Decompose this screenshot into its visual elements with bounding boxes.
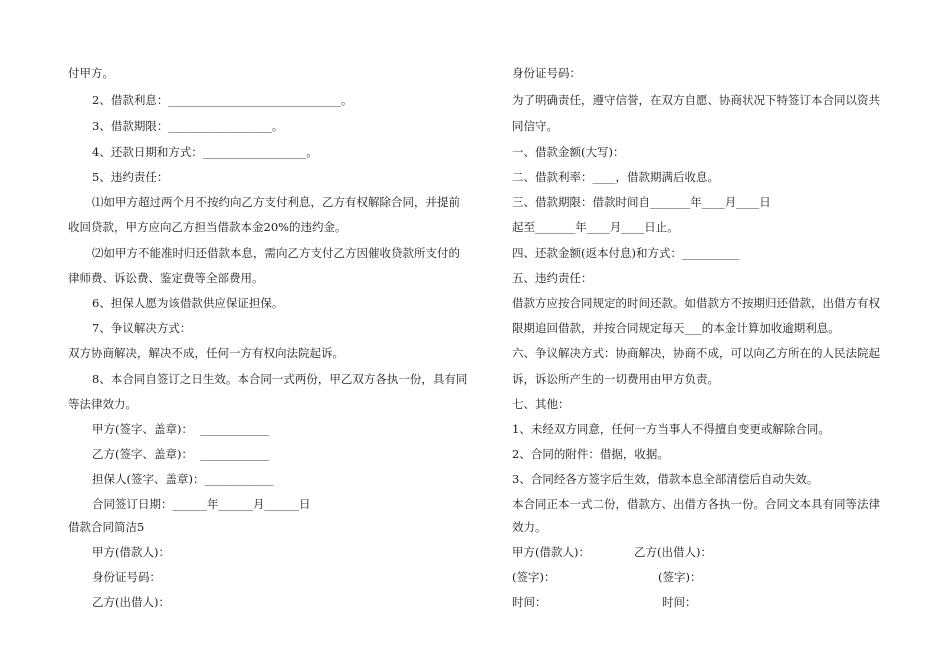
party-a-signature: 甲方(签字、盖章)： ____________ <box>92 422 270 436</box>
text-line: 诉，诉讼所产生的一切费用由甲方负责。 <box>512 372 719 386</box>
text-line: ⑵如甲方不能准时归还借款本息，需向乙方支付乙方因催收贷款所支付的 <box>92 246 460 260</box>
party-a-time: 时间： <box>512 595 547 609</box>
guarantee-clause: 6、担保人愿为该借款供应保证担保。 <box>92 296 284 310</box>
breach-liability-heading: 5、违约责任： <box>92 170 169 184</box>
loan-amount: 一、借款金额(大写)： <box>512 145 625 159</box>
party-b-time: 时间： <box>662 595 697 609</box>
text-line: ⑴如甲方超过两个月不按约向乙方支付利息，乙方有权解除合同，并提前 <box>92 195 460 209</box>
dispute-heading: 7、争议解决方式： <box>92 321 192 335</box>
text-line: 律师费、诉讼费、鉴定费等全部费用。 <box>68 271 264 285</box>
id-number: 身份证号码： <box>92 570 161 584</box>
text-line: 效力。 <box>512 520 547 534</box>
interest-rate: 二、借款利率：____，借款期满后收息。 <box>512 170 719 184</box>
loan-interest: 2、借款利息：______________________________。 <box>92 93 353 107</box>
party-b-lender: 乙方(出借人)： <box>92 595 170 609</box>
text-line: 同信守。 <box>512 119 558 133</box>
party-a-borrower: 甲方(借款人)： <box>92 545 170 559</box>
signing-date: 合同签订日期：______年______月______日 <box>92 497 311 511</box>
party-b-lender: 乙方(出借人)： <box>634 545 712 559</box>
repayment-date-method: 4、还款日期和方式：__________________。 <box>92 145 318 159</box>
id-number: 身份证号码： <box>512 66 581 80</box>
text-line: 本合同正本一式二份，借款方、出借方各执一份。合同文本具有同等法律 <box>512 497 880 511</box>
loan-term: 3、借款期限：__________________。 <box>92 119 284 133</box>
text-line: 8、本合同自签订之日生效。本合同一式两份，甲乙双方各执一份，具有同 <box>92 372 468 386</box>
text-line: 1、未经双方同意，任何一方当事人不得擅自变更或解除合同。 <box>512 422 830 436</box>
text-line: 收回贷款，甲方应向乙方担当借款本金20%的违约金。 <box>68 220 347 234</box>
other-heading: 七、其他： <box>512 397 570 411</box>
text-line: 借款方应按合同规定的时间还款。如借款方不按期归还借款，出借方有权 <box>512 296 880 310</box>
text-line: 2、合同的附件：借据，收据。 <box>512 447 669 461</box>
text-line: 双方协商解决，解决不成，任何一方有权向法院起诉。 <box>68 346 344 360</box>
party-a-borrower: 甲方(借款人)： <box>512 545 590 559</box>
party-b-signature: 乙方(签字、盖章)： ____________ <box>92 447 270 461</box>
text-line: 3、合同经各方签字后生效，借款本息全部清偿后自动失效。 <box>512 472 819 486</box>
repayment-amount: 四、还款金额(返本付息)和方式：__________ <box>512 246 740 260</box>
breach-liability-heading: 五、违约责任： <box>512 271 593 285</box>
guarantor-signature: 担保人(签字、盖章)：____________ <box>92 472 274 486</box>
section-title: 借款合同简洁5 <box>68 520 145 534</box>
loan-period: 三、借款期限：借款时间自_______年____月____日 <box>512 195 771 209</box>
text-line: 限期追回借款，并按合同规定每天___的本金计算加收逾期利息。 <box>512 321 840 335</box>
text-line: 付甲方。 <box>68 66 114 80</box>
text-line: 为了明确责任，遵守信誉，在双方自愿、协商状况下特签订本合同以资共 <box>512 93 880 107</box>
party-b-sign: (签字)： <box>658 570 702 584</box>
text-line: 等法律效力。 <box>68 397 137 411</box>
loan-period-end: 起至_______年____月____日止。 <box>512 220 679 234</box>
party-a-sign: (签字)： <box>512 570 556 584</box>
text-line: 六、争议解决方式：协商解决，协商不成，可以向乙方所在的人民法院起 <box>512 346 880 360</box>
